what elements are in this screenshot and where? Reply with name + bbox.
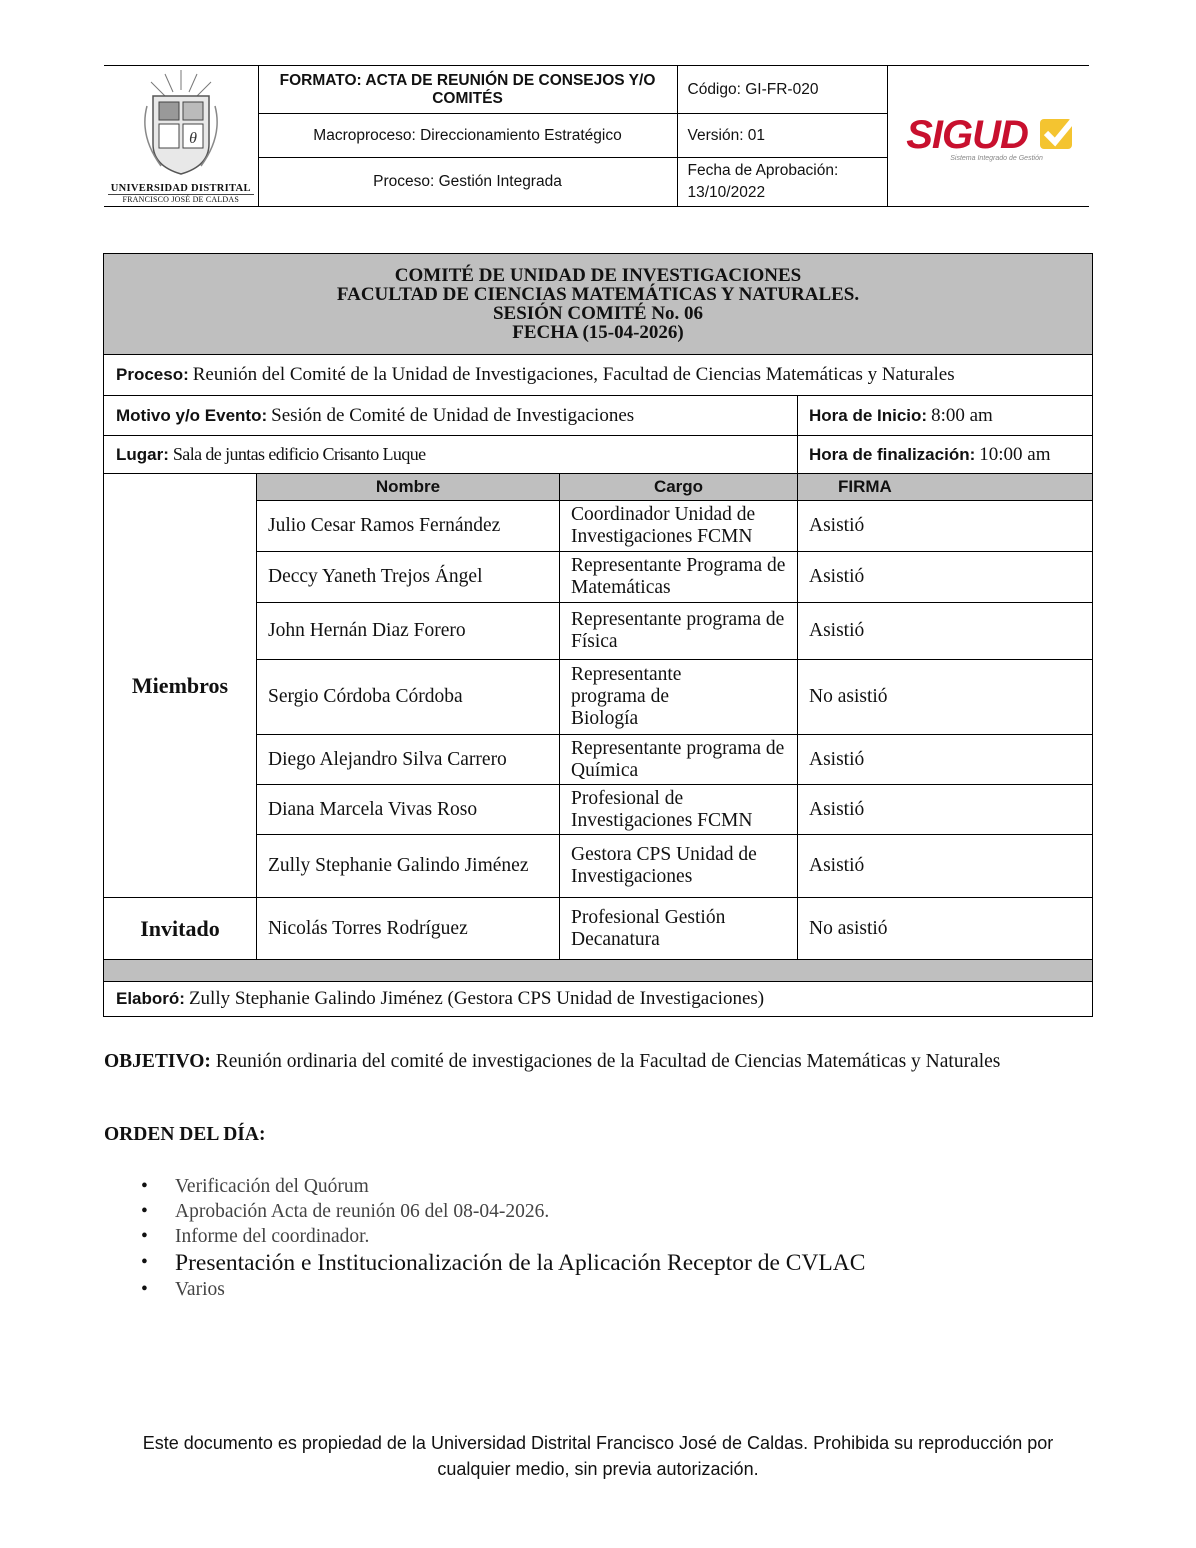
- lugar-value: Sala de juntas edificio Crisanto Luque: [172, 444, 426, 464]
- guest-firma: No asistió: [798, 898, 1093, 960]
- session-title: [104, 254, 1093, 355]
- bullet-icon: •: [141, 1252, 148, 1273]
- member-nombre: John Hernán Diaz Forero: [257, 603, 560, 660]
- members-group-label: Miembros: [104, 474, 257, 898]
- member-nombre: Diana Marcela Vivas Roso: [257, 785, 560, 835]
- member-cargo: Gestora CPS Unidad de Investigaciones: [560, 835, 798, 898]
- motivo-row: [104, 396, 798, 436]
- hora-fin-label: Hora de finalización:: [809, 444, 976, 464]
- member-cargo: Representante programa de Física: [560, 603, 798, 660]
- hora-fin: [798, 436, 1093, 474]
- bullet-icon: •: [141, 1201, 148, 1222]
- version: Versión: 01: [677, 114, 887, 158]
- lugar-label: Lugar:: [116, 445, 169, 464]
- proceso: Proceso: Gestión Integrada: [258, 158, 677, 207]
- list-item: [141, 1199, 865, 1224]
- hora-fin-value: 10:00 am: [979, 443, 1051, 465]
- university-logo: [104, 66, 258, 207]
- check-icon: [1038, 115, 1078, 155]
- fecha-value: 13/10/2022: [687, 184, 766, 201]
- elaboro-row: [104, 982, 1093, 1017]
- objetivo: [104, 1049, 1034, 1074]
- member-nombre: Zully Stephanie Galindo Jiménez: [257, 835, 560, 898]
- document-header: [104, 65, 1089, 207]
- guest-cargo: Profesional Gestión Decanatura: [560, 898, 798, 960]
- member-cargo: Coordinador Unidad de Investigaciones FCMN: [560, 501, 798, 552]
- svg-text:θ: θ: [188, 130, 197, 147]
- column-header-nombre: Nombre: [257, 474, 560, 501]
- codigo: Código: GI-FR-020: [677, 66, 887, 114]
- member-nombre: Diego Alejandro Silva Carrero: [257, 735, 560, 785]
- objetivo-label: OBJETIVO:: [104, 1051, 211, 1072]
- agenda-list: [141, 1174, 865, 1302]
- member-nombre: Sergio Córdoba Córdoba: [257, 660, 560, 735]
- session-title-line: SESIÓN COMITÉ No. 06: [492, 303, 704, 324]
- member-firma: Asistió: [798, 552, 1093, 603]
- university-subname: FRANCISCO JOSÉ DE CALDAS: [108, 194, 254, 204]
- member-cargo: Profesional de Investigaciones FCMN: [560, 785, 798, 835]
- member-cargo: Representante Programa de Matemáticas: [560, 552, 798, 603]
- session-title-line: FECHA (15-04-2026): [512, 322, 684, 343]
- list-item: [141, 1249, 865, 1277]
- member-firma: Asistió: [798, 501, 1093, 552]
- orden-del-dia-title: ORDEN DEL DÍA:: [104, 1124, 266, 1145]
- bullet-icon: •: [141, 1226, 148, 1247]
- sigud-brand: SIGUD: [906, 113, 1028, 157]
- hora-inicio-label: Hora de Inicio:: [809, 405, 928, 425]
- bullet-icon: •: [141, 1279, 148, 1300]
- hora-inicio: [798, 396, 1093, 436]
- university-name: UNIVERSIDAD DISTRITAL: [110, 183, 251, 194]
- university-crest-icon: [121, 66, 241, 178]
- column-header-cargo: Cargo: [560, 474, 798, 501]
- member-firma: Asistió: [798, 835, 1093, 898]
- proceso-label: Proceso:: [116, 365, 189, 384]
- member-nombre: Deccy Yaneth Trejos Ángel: [257, 552, 560, 603]
- agenda-item: Verificación del Quórum: [175, 1176, 369, 1197]
- objetivo-value: Reunión ordinaria del comité de investigaciones de la Facultad de Ciencias Matemáticas y Naturales: [215, 1051, 1001, 1072]
- session-table: [103, 253, 1093, 1017]
- proceso-value: Reunión del Comité de la Unidad de Investigaciones, Facultad de Ciencias Matemáticas y Naturales: [192, 364, 955, 385]
- member-firma: Asistió: [798, 785, 1093, 835]
- session-title-line: FACULTAD DE CIENCIAS MATEMÁTICAS Y NATURALES.: [336, 284, 860, 305]
- list-item: [141, 1277, 865, 1302]
- agenda-item: Varios: [175, 1279, 225, 1300]
- sigud-tagline: Sistema Integrado de Gestión: [950, 155, 1043, 162]
- member-firma: No asistió: [798, 660, 1093, 735]
- guests-group-label: Invitado: [104, 898, 257, 960]
- macroproceso: Macroproceso: Direccionamiento Estratégico: [258, 114, 677, 158]
- fecha-label: Fecha de Aprobación:: [687, 162, 839, 179]
- proceso-row: [104, 355, 1093, 396]
- sigud-logo: [887, 66, 1089, 207]
- member-cargo: Representante programa de Biología: [560, 660, 798, 735]
- table-row: [104, 898, 1093, 960]
- agenda-item: Aprobación Acta de reunión 06 del 08-04-2026.: [175, 1201, 550, 1222]
- member-cargo: Representante programa de Química: [560, 735, 798, 785]
- session-title-line: COMITÉ DE UNIDAD DE INVESTIGACIONES: [394, 265, 802, 286]
- lugar-row: [104, 436, 798, 474]
- bullet-icon: •: [141, 1176, 148, 1197]
- agenda-item: Presentación e Institucionalización de la Aplicación Receptor de CVLAC: [175, 1250, 866, 1276]
- fecha-aprobacion: [677, 158, 887, 207]
- member-firma: Asistió: [798, 603, 1093, 660]
- format-title: FORMATO: ACTA DE REUNIÓN DE CONSEJOS Y/O COMITÉS: [258, 66, 677, 114]
- list-item: [141, 1174, 865, 1199]
- elaboro-label: Elaboró:: [116, 989, 185, 1008]
- footer-notice: Este documento es propiedad de la Universidad Distrital Francisco José de Caldas. Prohibida su reproducción por cualquier medio, sin previa autorización.: [142, 1433, 1054, 1479]
- elaboro-value: Zully Stephanie Galindo Jiménez (Gestora CPS Unidad de Investigaciones): [188, 988, 765, 1009]
- member-firma: Asistió: [798, 735, 1093, 785]
- member-nombre: Julio Cesar Ramos Fernández: [257, 501, 560, 552]
- hora-inicio-value: 8:00 am: [931, 404, 993, 426]
- separator-row: [104, 960, 1093, 982]
- agenda-item: Informe del coordinador.: [175, 1226, 370, 1247]
- list-item: [141, 1224, 865, 1249]
- guest-nombre: Nicolás Torres Rodríguez: [257, 898, 560, 960]
- motivo-value: Sesión de Comité de Unidad de Investigaciones: [271, 404, 635, 426]
- motivo-label: Motivo y/o Evento:: [116, 405, 268, 425]
- column-header-firma: FIRMA: [798, 474, 1093, 501]
